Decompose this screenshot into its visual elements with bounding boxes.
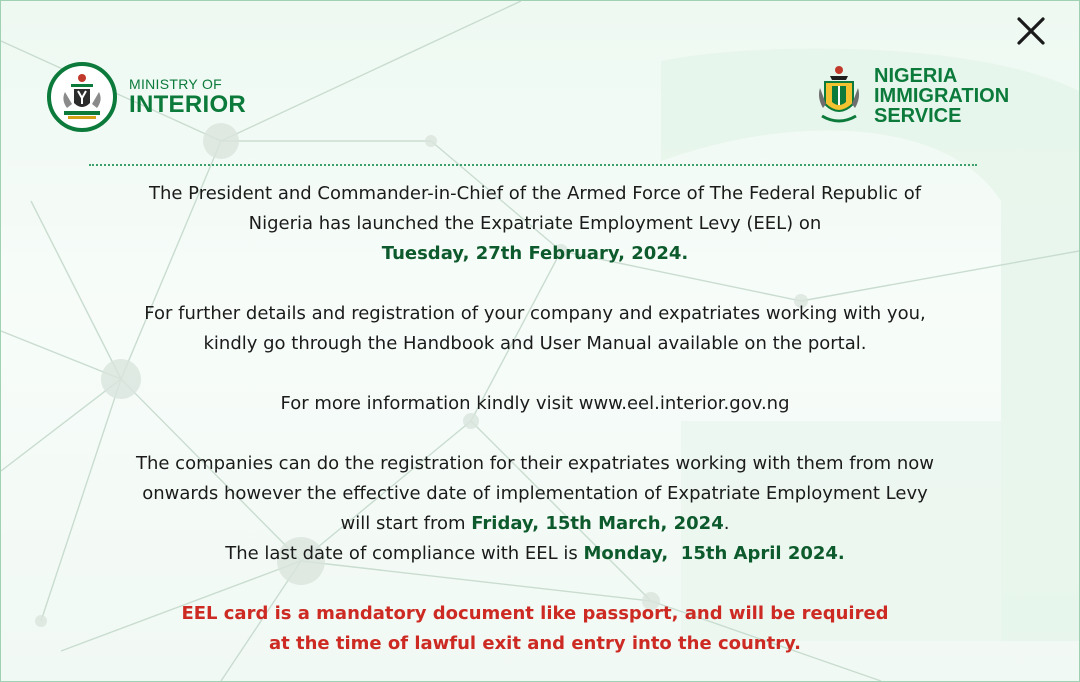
ministry-of-interior-logo	[47, 62, 246, 132]
header-divider	[89, 164, 977, 166]
logo-right-line3: SERVICE	[874, 105, 962, 127]
effective-date: Friday, 15th March, 2024	[471, 513, 724, 534]
logo-right-line2: IMMIGRATION	[874, 85, 1010, 107]
warning-line2: at the time of lawful exit and entry into the country.	[268, 633, 802, 654]
para4-line3-suffix: .	[723, 513, 730, 534]
para4-line3-prefix: will start from	[340, 513, 472, 534]
announcement-body	[1, 179, 1069, 659]
para4-line4-prefix: The last date of compliance with EEL is	[225, 543, 584, 564]
compliance-date: Monday, 15th April 2024.	[583, 543, 845, 564]
para1-line1: The President and Commander-in-Chief of the Armed Force of The Federal Republic of	[148, 183, 922, 204]
immigration-crest-icon	[816, 64, 862, 128]
warning-line1: EEL card is a mandatory document like passport, and will be required	[181, 603, 889, 624]
para2-line2: kindly go through the Handbook and User Manual available on the portal.	[203, 333, 867, 354]
para1-line2: Nigeria has launched the Expatriate Employment Levy (EEL) on	[248, 213, 822, 234]
coat-of-arms-icon	[47, 62, 117, 132]
para4-line1: The companies can do the registration for their expatriates working with them from now	[135, 453, 935, 474]
logo-left-line1: MINISTRY OF	[129, 76, 223, 92]
logo-left-line2: INTERIOR	[129, 91, 247, 118]
para4-line3	[1, 509, 1069, 539]
para2-line1: For further details and registration of your company and expatriates working with you,	[144, 303, 926, 324]
nigeria-immigration-service-logo	[816, 64, 1009, 128]
para4-line2: onwards however the effective date of implementation of Expatriate Employment Levy	[142, 483, 928, 504]
logo-right-line1: NIGERIA	[874, 65, 958, 87]
close-icon[interactable]	[1011, 11, 1051, 51]
website-info: For more information kindly visit www.eel.interior.gov.ng	[280, 393, 790, 414]
para4-line4	[1, 539, 1069, 569]
launch-date: Tuesday, 27th February, 2024.	[381, 243, 689, 264]
